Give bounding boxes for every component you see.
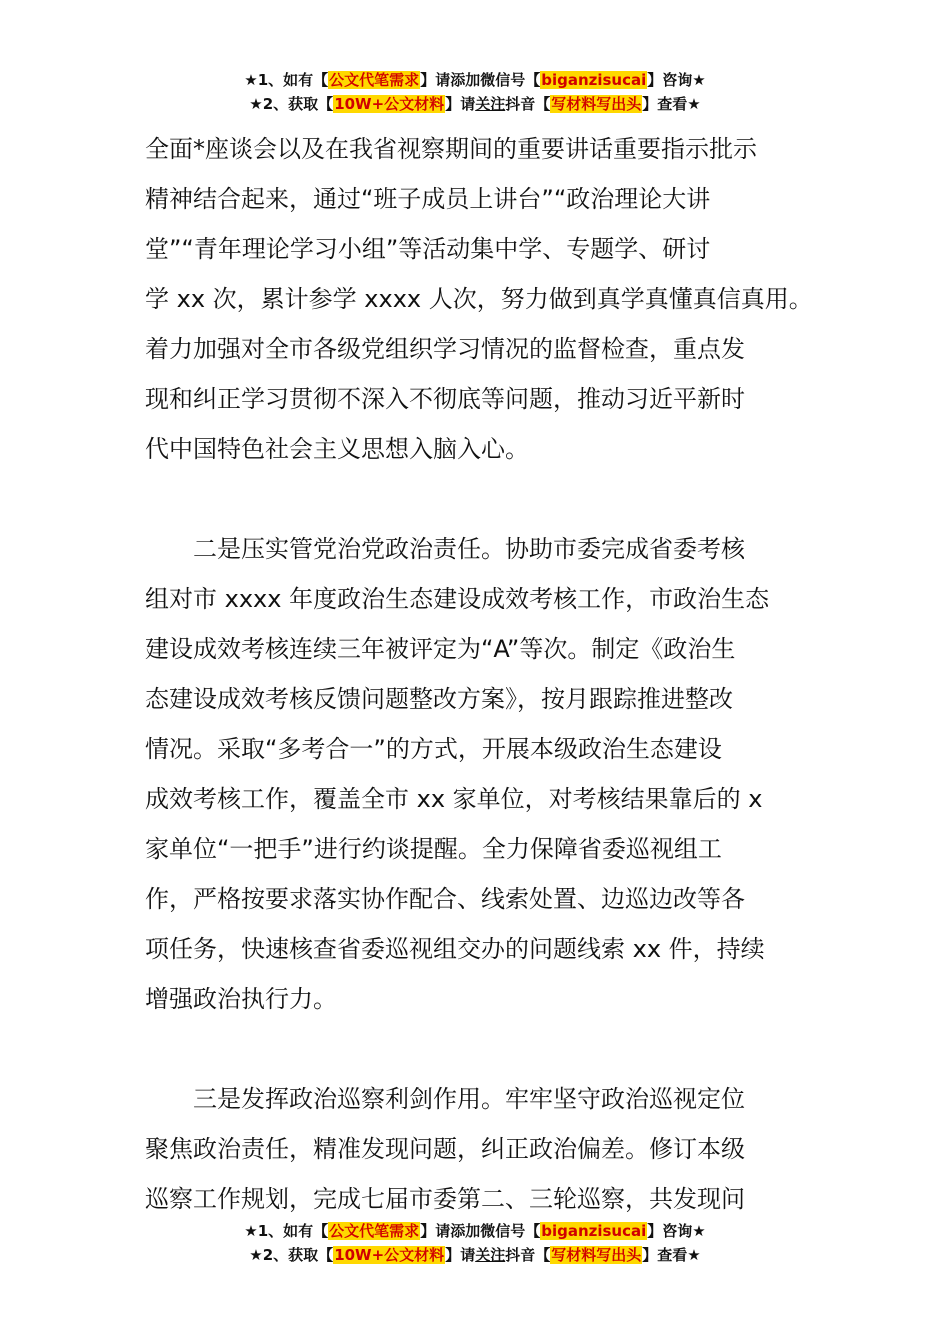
document-body	[145, 124, 815, 1224]
banner-text: 】请添加微信号【	[420, 71, 541, 89]
highlight-service: 公文代笔需求	[329, 1222, 420, 1240]
paragraph-spacer	[145, 474, 815, 524]
banner-text: 】请添加微信号【	[420, 1222, 541, 1240]
highlight-douyin-account: 写材料写出头	[551, 1246, 642, 1264]
banner-text: 】查看★	[642, 1246, 701, 1264]
text-line: 学 xx 次，累计参学 xxxx 人次，努力做到真学真懂真信真用。	[145, 285, 813, 313]
text-line: 二是压实管党治党政治责任。协助市委完成省委考核	[193, 535, 745, 563]
banner-text: 】咨询★	[647, 71, 706, 89]
banner-text: 2、获取【	[262, 1246, 334, 1264]
text-line: 巡察工作规划，完成七届市委第二、三轮巡察，共发现问	[145, 1185, 745, 1213]
text-line: 情况。采取“多考合一”的方式，开展本级政治生态建设	[145, 735, 722, 763]
text-line: 增强政治执行力。	[145, 985, 337, 1013]
banner-line-1	[0, 1219, 950, 1243]
paragraph-2	[145, 524, 815, 1024]
highlight-wechat-id: biganzisucai	[541, 1222, 647, 1240]
paragraph-1	[145, 124, 815, 474]
banner-text: 抖音【	[505, 95, 551, 113]
banner-text: 】咨询★	[647, 1222, 706, 1240]
text-line: 态建设成效考核反馈问题整改方案》，按月跟踪推进整改	[145, 685, 733, 713]
highlight-douyin-account: 写材料写出头	[551, 95, 642, 113]
banner-text: 】请	[445, 1246, 476, 1264]
star-icon: ★	[249, 1246, 263, 1264]
banner-text: 1、如有【	[257, 71, 329, 89]
text-line: 组对市 xxxx 年度政治生态建设成效考核工作，市政治生态	[145, 585, 770, 613]
banner-text: 抖音【	[505, 1246, 551, 1264]
text-line: 成效考核工作，覆盖全市 xx 家单位，对考核结果靠后的 x	[145, 785, 763, 813]
header-banner	[0, 68, 950, 116]
highlight-materials: 10W+公文材料	[334, 95, 445, 113]
text-line: 作，严格按要求落实协作配合、线索处置、边巡边改等各	[145, 885, 745, 913]
banner-text: 2、获取【	[262, 95, 334, 113]
star-icon: ★	[244, 71, 258, 89]
highlight-wechat-id: biganzisucai	[541, 71, 647, 89]
banner-text: 】查看★	[642, 95, 701, 113]
text-line: 堂”“青年理论学习小组”等活动集中学、专题学、研讨	[145, 235, 711, 263]
banner-line-1	[0, 68, 950, 92]
underlined-follow: 关注	[475, 1246, 506, 1264]
star-icon: ★	[244, 1222, 258, 1240]
text-line: 三是发挥政治巡察利剑作用。牢牢坚守政治巡视定位	[193, 1085, 745, 1113]
underlined-follow: 关注	[475, 95, 506, 113]
banner-text: 1、如有【	[257, 1222, 329, 1240]
paragraph-spacer	[145, 1024, 815, 1074]
text-line: 现和纠正学习贯彻不深入不彻底等问题，推动习近平新时	[145, 385, 745, 413]
text-line: 聚焦政治责任，精准发现问题，纠正政治偏差。修订本级	[145, 1135, 745, 1163]
text-line: 建设成效考核连续三年被评定为“A”等次。制定《政治生	[145, 635, 736, 663]
banner-line-2	[0, 1243, 950, 1267]
text-line: 代中国特色社会主义思想入脑入心。	[145, 435, 529, 463]
text-line: 全面*座谈会以及在我省视察期间的重要讲话重要指示批示	[145, 135, 757, 163]
text-line: 精神结合起来，通过“班子成员上讲台”“政治理论大讲	[145, 185, 711, 213]
text-line: 着力加强对全市各级党组织学习情况的监督检查，重点发	[145, 335, 745, 363]
highlight-service: 公文代笔需求	[329, 71, 420, 89]
text-line: 项任务，快速核查省委巡视组交办的问题线索 xx 件，持续	[145, 935, 765, 963]
text-line: 家单位“一把手”进行约谈提醒。全力保障省委巡视组工	[145, 835, 722, 863]
star-icon: ★	[249, 95, 263, 113]
banner-line-2	[0, 92, 950, 116]
highlight-materials: 10W+公文材料	[334, 1246, 445, 1264]
banner-text: 】请	[445, 95, 476, 113]
paragraph-3	[145, 1074, 815, 1224]
footer-banner	[0, 1219, 950, 1267]
